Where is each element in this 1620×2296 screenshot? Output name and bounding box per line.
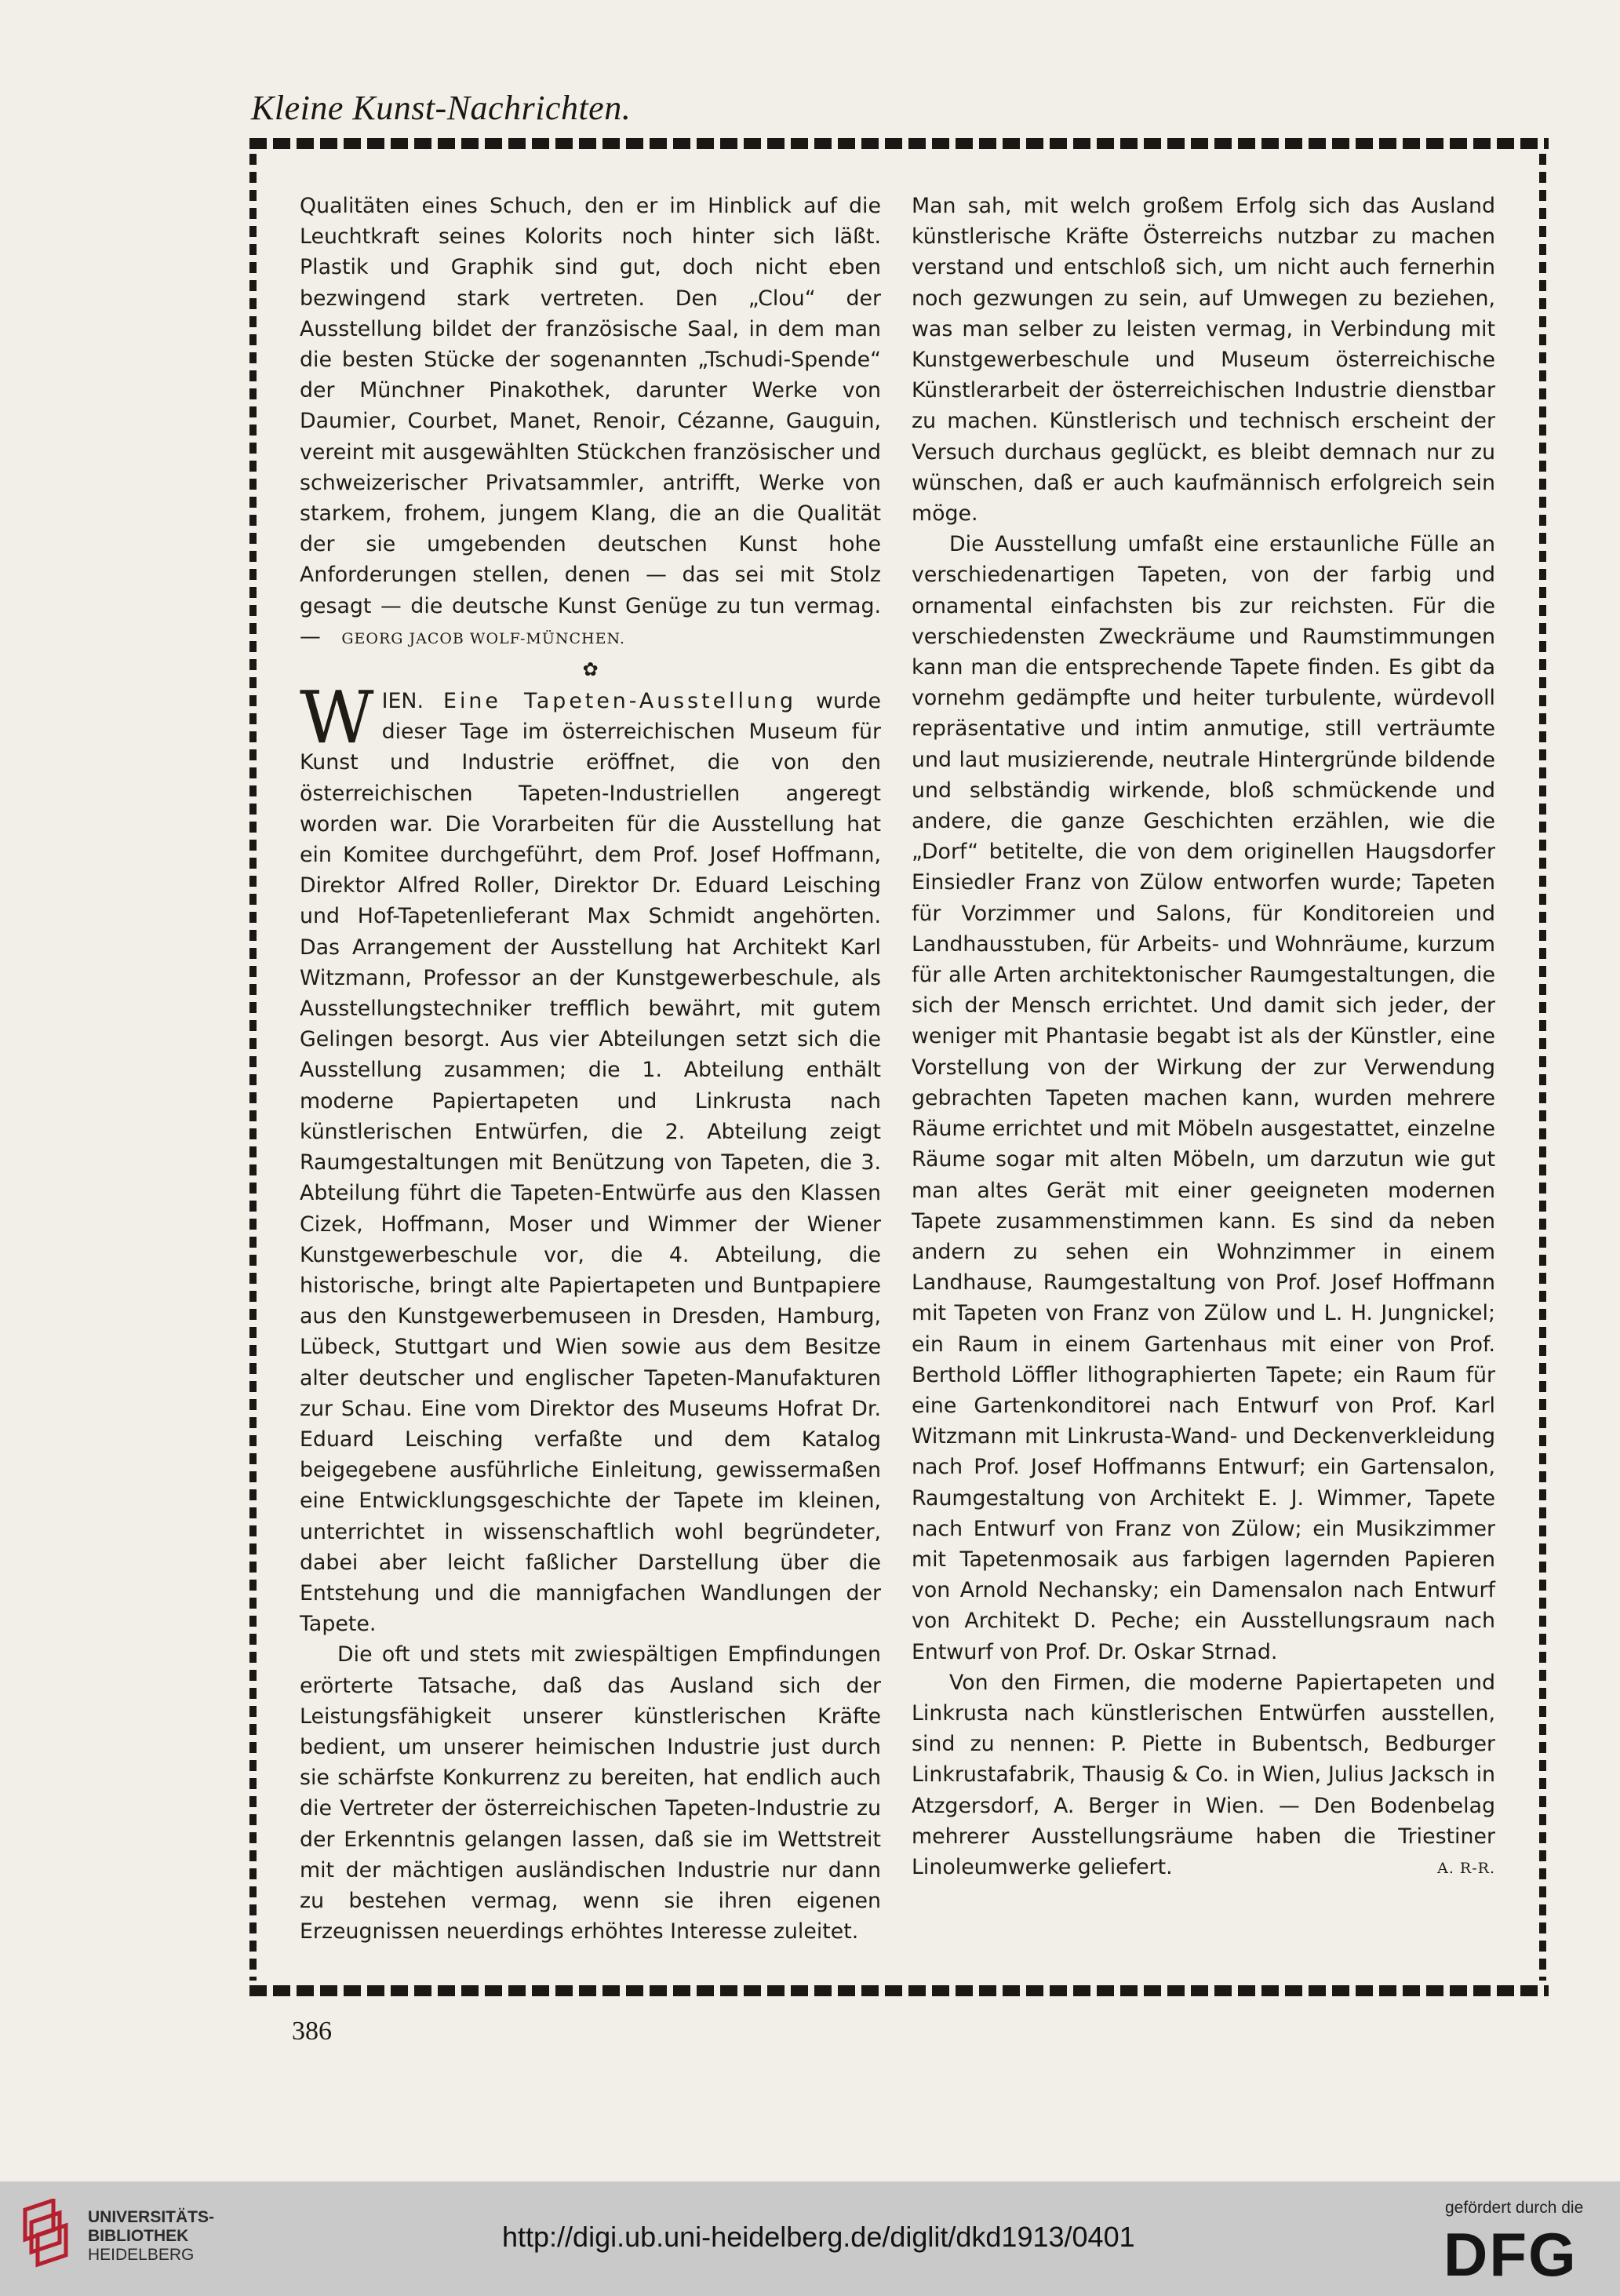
library-name bbox=[88, 2208, 214, 2265]
article-paragraph bbox=[300, 191, 881, 654]
digitization-footer bbox=[0, 2181, 1620, 2296]
ornamental-frame-left bbox=[249, 154, 257, 1981]
ornament-icon: ✿ bbox=[582, 658, 599, 681]
sponsor-label: gefördert durch die bbox=[1445, 2199, 1584, 2217]
right-column bbox=[912, 191, 1495, 1884]
left-column bbox=[300, 191, 881, 1947]
source-url-link[interactable]: http://digi.ub.uni-heidelberg.de/diglit/dkd1913/0401 bbox=[502, 2221, 1135, 2253]
article-paragraph: Die oft und stets mit zwiespältigen Empfindungen erörterte Tatsache, daß das Ausland sich der Leistungsfähigkeit unserer künstlerischen Kräfte bedient, um unserer heimischen Industrie just durch sie schärfste Konkurrenz zu bereiten, hat endlich auch die Vertreter der österreichischen Tapeten-Industrie zu der Erkenntnis gelangen lassen, daß sie im Wettstreit mit der mächtigen ausländischen Industrie nur dann zu bestehen vermag, wenn sie ihren eigenen Erzeugnissen neuerdings erhöhtes Interesse zuleitet. bbox=[300, 1642, 881, 1944]
author-signature: A. R-R. bbox=[1437, 1859, 1495, 1877]
paragraph-text: wurde dieser Tage im österreichischen Museum für Kunst und Industrie eröffnet, die von den österreichischen Tapeten-Industriellen angeregt worden war. Die Vorarbeiten für die Ausstellung hat ein Komitee durchgeführt, dem Prof. Josef Hoffmann, Direktor Alfred Roller, Direktor Dr. Eduard Leisching und Hof-Tapetenlieferant Max Schmidt angehörten. Das Arrangement der Ausstellung hat Architekt Karl Witzmann, Professor an der Kunstgewerbeschule, als Ausstellungstechniker trefflich bewährt, mit gutem Gelingen besorgt. Aus vier Abteilungen setzt sich die Ausstellung zusammen; die 1. Abteilung enthält moderne Papiertapeten und Linkrusta nach künstlerischen Entwürfen, die 2. Abteilung zeigt Raumgestaltungen mit Benützung von Tapeten, die 3. Abteilung führt die Tapeten-Entwürfe aus den Klassen Cizek, Hoffmann, Moser und Wimmer der Wiener Kunstgewerbeschule vor, die 4. Abteilung, die historische, bringt alte Papiertapeten und Buntpapiere aus den Kunstgewerbemuseen in Dresden, Hamburg, Lübeck, Stuttgart und Wien sowie aus dem Besitze alter deutscher und englischer Tapeten-Manufakturen zur Schau. Eine vom Direktor des Museums Hofrat Dr. Eduard Leisching verfaßte und dem Katalog beigegebene ausführliche Einleitung, gewissermaßen eine Entwicklungsgeschichte der Tapete im kleinen, unterrichtet in wissenschaftlich wohl begründeter, dabei aber leicht faßlicher Darstellung über die Entstehung und die mannigfachen Wandlungen der Tapete. bbox=[300, 689, 881, 1637]
dfg-logo-icon bbox=[1443, 2225, 1604, 2282]
article-paragraph: Man sah, mit welch großem Erfolg sich das Ausland künstlerische Kräfte Österreichs nutzbar zu machen verstand und entschloß sich, um nicht auch fernerhin noch gezwungen zu sein, auf Umwegen zu beziehen, was man selber zu leisten vermag, in Verbindung mit Kunstgewerbeschule und Museum österreichische Künstlerarbeit der österreichischen Industrie dienstbar zu machen. Künstlerisch und technisch erscheint der Versuch durchaus geglückt, es bleibt demnach nur zu wünschen, daß er auch kaufmännisch erfolgreich sein möge. bbox=[912, 194, 1495, 527]
article-paragraph: Die Ausstellung umfaßt eine erstaunliche Fülle an verschiedenartigen Tapeten, von der farbig und ornamental einfachsten bis zur reichsten. Für die verschiedensten Zweckräume und Raumstimmungen kann man die entsprechende Tapete finden. Es gibt da vornehm gedämpfte und heiter turbulente, würdevoll repräsentative und intim anmutige, still verträumte und laut musizierende, neutrale Hintergründe bildende und selbständig wirkende, bloß schmückende und andere, die ganze Geschichten erzählen, wie die „Dorf“ betitelte, die von dem originellen Haugsdorfer Einsiedler Franz von Zülow entworfen wurde; Tapeten für Vorzimmer und Salons, für Konditoreien und Landhausstuben, für Arbeits- und Wohnräume, kurzum für alle Arten architektonischer Raumgestaltungen, die sich der Mensch errichtet. Und damit sich jeder, der weniger mit Phantasie begabt ist als der Künstler, eine Vorstellung von der Wirkung der zur Verwendung gebrachten Tapeten machen kann, wurden mehrere Räume errichtet und mit Möbeln ausgestattet, einzelne Räume sogar mit alten Möbeln, um darzutun wie gut man altes Gerät mit einer geeigneten modernen Tapete zusammenstimmen kann. Es sind da neben andern zu sehen ein Wohnzimmer in einem Landhause, Raumgestaltung von Prof. Josef Hoffmann mit Tapeten von Franz von Zülow und L. H. Jungnickel; ein Raum in einem Gartenhaus mit einer von Prof. Berthold Löffler lithographierten Tapete; ein Raum für eine Gartenkonditorei nach Entwurf von Prof. Karl Witzmann mit Linkrusta-Wand- und Deckenverkleidung nach Prof. Josef Hoffmanns Entwurf; ein Gartensalon, Raumgestaltung von Architekt E. J. Wimmer, Tapete nach Entwurf von Franz von Zülow; ein Musikzimmer mit Tapetenmosaik aus farbigen lagernden Papieren von Arnold Nechansky; ein Damensalon nach Entwurf von Architekt D. Peche; ein Ausstellungsraum nach Entwurf von Prof. Dr. Oskar Strnad. bbox=[912, 532, 1495, 1664]
drop-cap: W bbox=[300, 676, 374, 760]
author-signature: GEORG JACOB WOLF-MÜNCHEN. bbox=[341, 629, 625, 647]
wien-spaced-title: Eine Tapeten-Ausstellung bbox=[443, 689, 796, 714]
library-name-line: HEIDELBERG bbox=[88, 2246, 195, 2264]
wien-lead: IEN. bbox=[381, 689, 424, 714]
paragraph-text: Qualitäten eines Schuch, den er im Hinblick auf die Leuchtkraft seines Kolorits noch hinter sich läßt. Plastik und Graphik sind gut, doch nicht eben bezwingend stark vertreten. Den „Clou“ der Ausstellung bildet der französische Saal, in dem man die besten Stücke der sogenannten „Tschudi-Spende“ der Münchner Pinakothek, darunter Werke von Daumier, Courbet, Manet, Renoir, Cézanne, Gauguin, vereint mit ausgewählten Stückchen französischer und schweizerischer Privatsammler, antrifft, Werke von starkem, frohem, jungem Klang, die an die Qualität der sie umgebenden deutschen Kunst hohe Anforderungen stellen, denen — das sei mit Stolz gesagt — die deutsche Kunst Genüge zu tun vermag. — bbox=[300, 194, 881, 649]
article-paragraph bbox=[912, 1667, 1495, 1882]
running-title: Kleine Kunst-Nachrichten. bbox=[251, 89, 632, 127]
dfg-logo-text: DFG bbox=[1443, 2225, 1578, 2282]
ornamental-frame-right bbox=[1539, 154, 1546, 1981]
wien-article bbox=[300, 676, 881, 1639]
library-logo-icon bbox=[17, 2199, 72, 2274]
page-number: 386 bbox=[292, 2017, 332, 2046]
library-name-line: UNIVERSITÄTS- bbox=[88, 2208, 215, 2226]
paragraph-text: Von den Firmen, die moderne Papiertapeten und Linkrusta nach künstlerischen Entwürfen ausstellen, sind zu nennen: P. Piette in Bubentsch, Bedburger Linkrustafabrik, Thausig & Co. in Wien, Julius Jacksch in Atzgersdorf, A. Berger in Wien. — Den Bodenbelag mehrerer Ausstellungsräume haben die Triestiner Linoleumwerke geliefert. bbox=[912, 1670, 1495, 1879]
ornamental-frame-bottom bbox=[249, 1985, 1549, 1996]
library-name-line: BIBLIOTHEK bbox=[88, 2227, 189, 2245]
ornamental-frame-top bbox=[249, 138, 1549, 149]
